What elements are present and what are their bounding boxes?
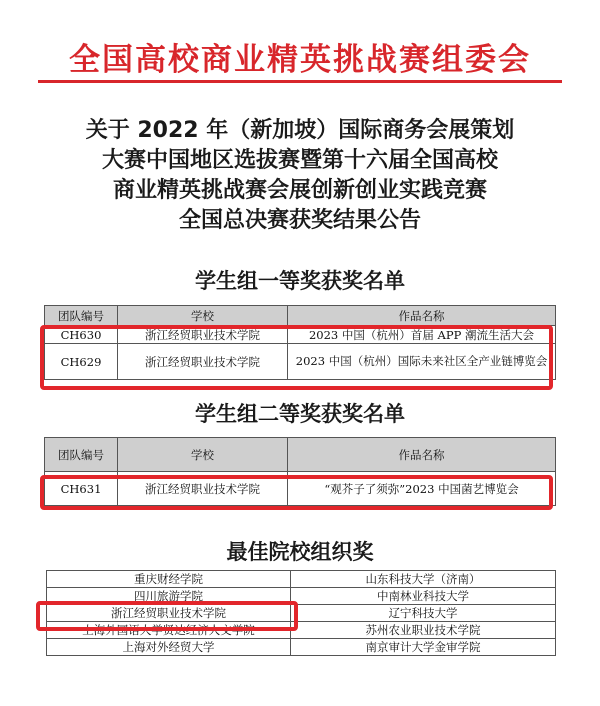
- school-cell: 四川旅游学院: [47, 588, 291, 605]
- second-prize-title: 学生组二等奖获奖名单: [195, 402, 405, 426]
- highlight-box: [40, 475, 553, 510]
- column-header: 团队编号: [45, 306, 118, 326]
- notice-title-line: 商业精英挑战赛会展创新创业实践竞赛: [112, 178, 487, 203]
- school-cell: 重庆财经学院: [47, 571, 291, 588]
- school-cell: 浙江经贸职业技术学院: [47, 605, 291, 622]
- school-cell: 中南林业科技大学: [291, 588, 556, 605]
- team-id-cell: CH631: [45, 472, 118, 506]
- notice-title-line: 全国总决赛获奖结果公告: [178, 208, 421, 233]
- team-id-cell: CH629: [45, 344, 118, 380]
- project-cell: 2023 中国（杭州）首届 APP 潮流生活大会: [288, 326, 556, 344]
- column-header: 团队编号: [45, 438, 118, 472]
- school-cell: 浙江经贸职业技术学院: [118, 326, 288, 344]
- school-cell: 上海对外经贸大学: [47, 639, 291, 656]
- best-org-title: 最佳院校组织奖: [226, 540, 374, 564]
- notice-title: [0, 116, 600, 236]
- column-header: 作品名称: [288, 438, 556, 472]
- column-header: 学校: [118, 306, 288, 326]
- table-row: [47, 571, 556, 588]
- table-header-row: [45, 306, 556, 326]
- table-header-row: [45, 438, 556, 472]
- school-cell: 辽宁科技大学: [291, 605, 556, 622]
- notice-title-line: 大赛中国地区选拔赛暨第十六届全国高校: [101, 148, 498, 173]
- school-cell: 苏州农业职业技术学院: [291, 622, 556, 639]
- column-header: 学校: [118, 438, 288, 472]
- team-id-cell: CH630: [45, 326, 118, 344]
- school-cell: 浙江经贸职业技术学院: [118, 472, 288, 506]
- organization-title: 全国高校商业精英挑战赛组委会: [69, 42, 531, 78]
- header-banner: [0, 0, 600, 88]
- school-cell: 上海外国语大学贤达经济人文学院: [47, 622, 291, 639]
- school-cell: 浙江经贸职业技术学院: [118, 344, 288, 380]
- school-cell: 南京审计大学金审学院: [291, 639, 556, 656]
- column-header: 作品名称: [288, 306, 556, 326]
- project-cell: “观芥子了须弥”2023 中国菌艺博览会: [288, 472, 556, 506]
- table-row: [47, 639, 556, 656]
- highlight-box: [36, 601, 298, 631]
- highlight-box: [40, 325, 553, 390]
- header-divider: [38, 80, 562, 83]
- notice-title-line: 关于 2022 年（新加坡）国际商务会展策划: [85, 118, 515, 143]
- project-cell: 2023 中国（杭州）国际未来社区全产业链博览会: [288, 344, 556, 380]
- first-prize-title: 学生组一等奖获奖名单: [195, 269, 405, 293]
- school-cell: 山东科技大学（济南）: [291, 571, 556, 588]
